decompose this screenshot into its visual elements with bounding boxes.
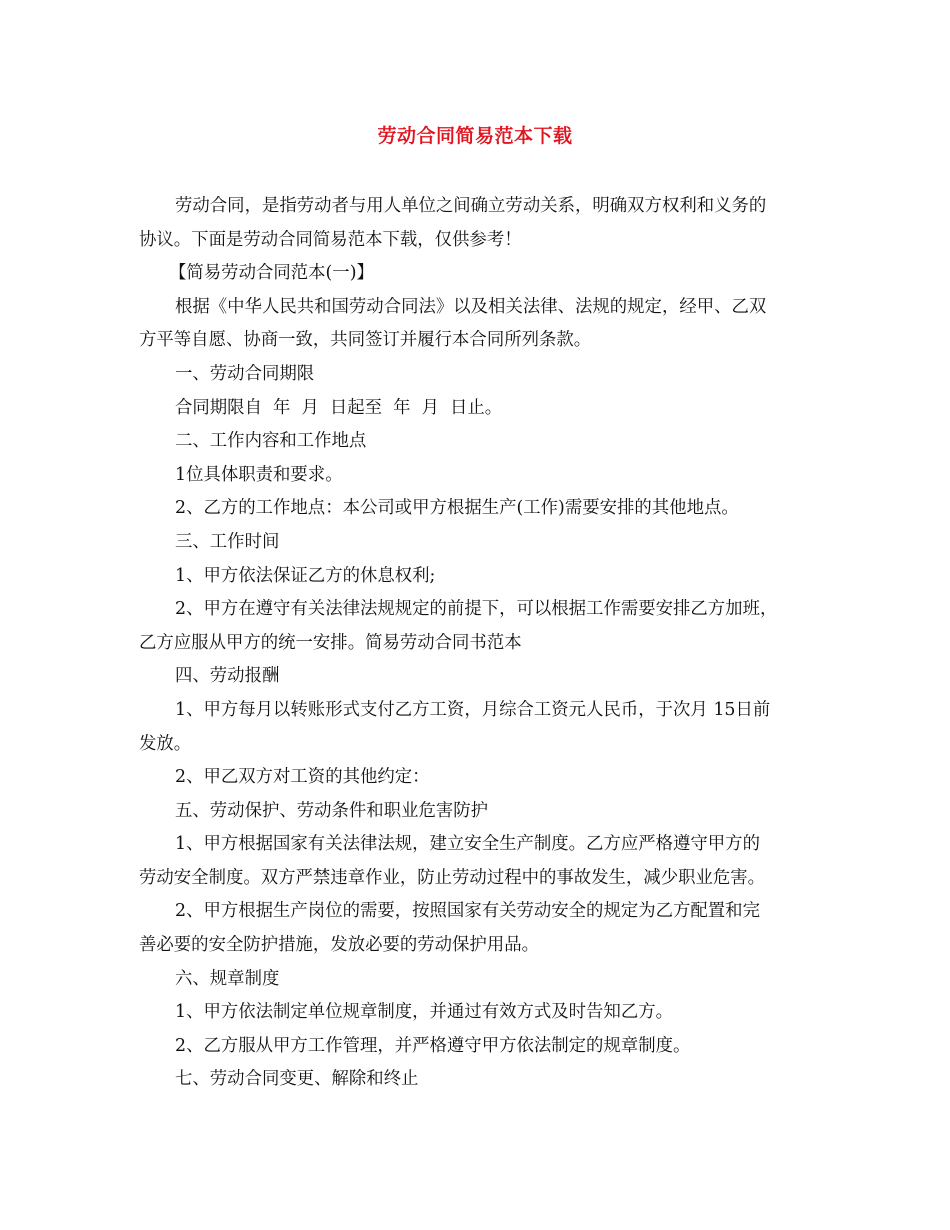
paragraph-line: 劳动合同，是指劳动者与用人单位之间确立劳动关系，明确双方权利和义务的 <box>175 196 767 216</box>
paragraph-line: 2、甲方根据生产岗位的需要，按照国家有关劳动安全的规定为乙方配置和完 <box>175 901 760 922</box>
paragraph-line: 发放。 <box>139 733 192 754</box>
paragraph-line: 2、乙方的工作地点：本公司或甲方根据生产(工作)需要安排的其他地点。 <box>175 498 739 519</box>
paragraph-line: 2、乙方服从甲方工作管理，并严格遵守甲方依法制定的规章制度。 <box>175 1035 691 1056</box>
paragraph-line: 1位具体职责和要求。 <box>175 464 343 485</box>
clause-heading: 六、规章制度 <box>175 968 280 989</box>
paragraph-line: 1、甲方依法制定单位规章制度，并通过有效方式及时告知乙方。 <box>175 1002 674 1023</box>
paragraph-line: 方平等自愿、协商一致，共同签订并履行本合同所列条款。 <box>139 330 592 351</box>
clause-heading: 四、劳动报酬 <box>175 666 280 687</box>
clause-heading: 一、劳动合同期限 <box>175 363 315 384</box>
document-title: 劳动合同简易范本下载 <box>377 125 573 147</box>
paragraph-line: 协议。下面是劳动合同简易范本下载，仅供参考！ <box>139 229 522 250</box>
clause-heading: 二、工作内容和工作地点 <box>175 431 367 452</box>
paragraph-line: 1、甲方根据国家有关法律法规，建立安全生产制度。乙方应严格遵守甲方的 <box>175 834 760 855</box>
paragraph-line: 1、甲方依法保证乙方的休息权利; <box>175 565 436 586</box>
document-body <box>139 190 811 1097</box>
clause-heading: 七、劳动合同变更、解除和终止 <box>175 1069 419 1090</box>
paragraph-line: 2、甲方在遵守有关法律法规规定的前提下，可以根据工作需要安排乙方加班， <box>175 599 778 620</box>
paragraph-line: 根据《中华人民共和国劳动合同法》以及相关法律、法规的规定，经甲、乙双 <box>175 296 767 317</box>
paragraph-line: 合同期限自 年 月 日起至 年 月 日止。 <box>175 397 503 418</box>
clause-heading: 五、劳动保护、劳动条件和职业危害防护 <box>175 800 489 821</box>
clause-heading: 三、工作时间 <box>175 531 280 552</box>
paragraph-line: 善必要的安全防护措施，发放必要的劳动保护用品。 <box>139 935 539 956</box>
paragraph-line: 乙方应服从甲方的统一安排。简易劳动合同书范本 <box>139 632 522 653</box>
section-heading: 【简易劳动合同范本(一)】 <box>169 263 374 284</box>
paragraph-line: 劳动安全制度。双方严禁违章作业，防止劳动过程中的事故发生，减少职业危害。 <box>139 867 766 888</box>
paragraph-line: 2、甲乙双方对工资的其他约定： <box>175 767 430 788</box>
paragraph-line: 1、甲方每月以转账形式支付乙方工资，月综合工资元人民币，于次月 15日前 <box>175 699 771 720</box>
